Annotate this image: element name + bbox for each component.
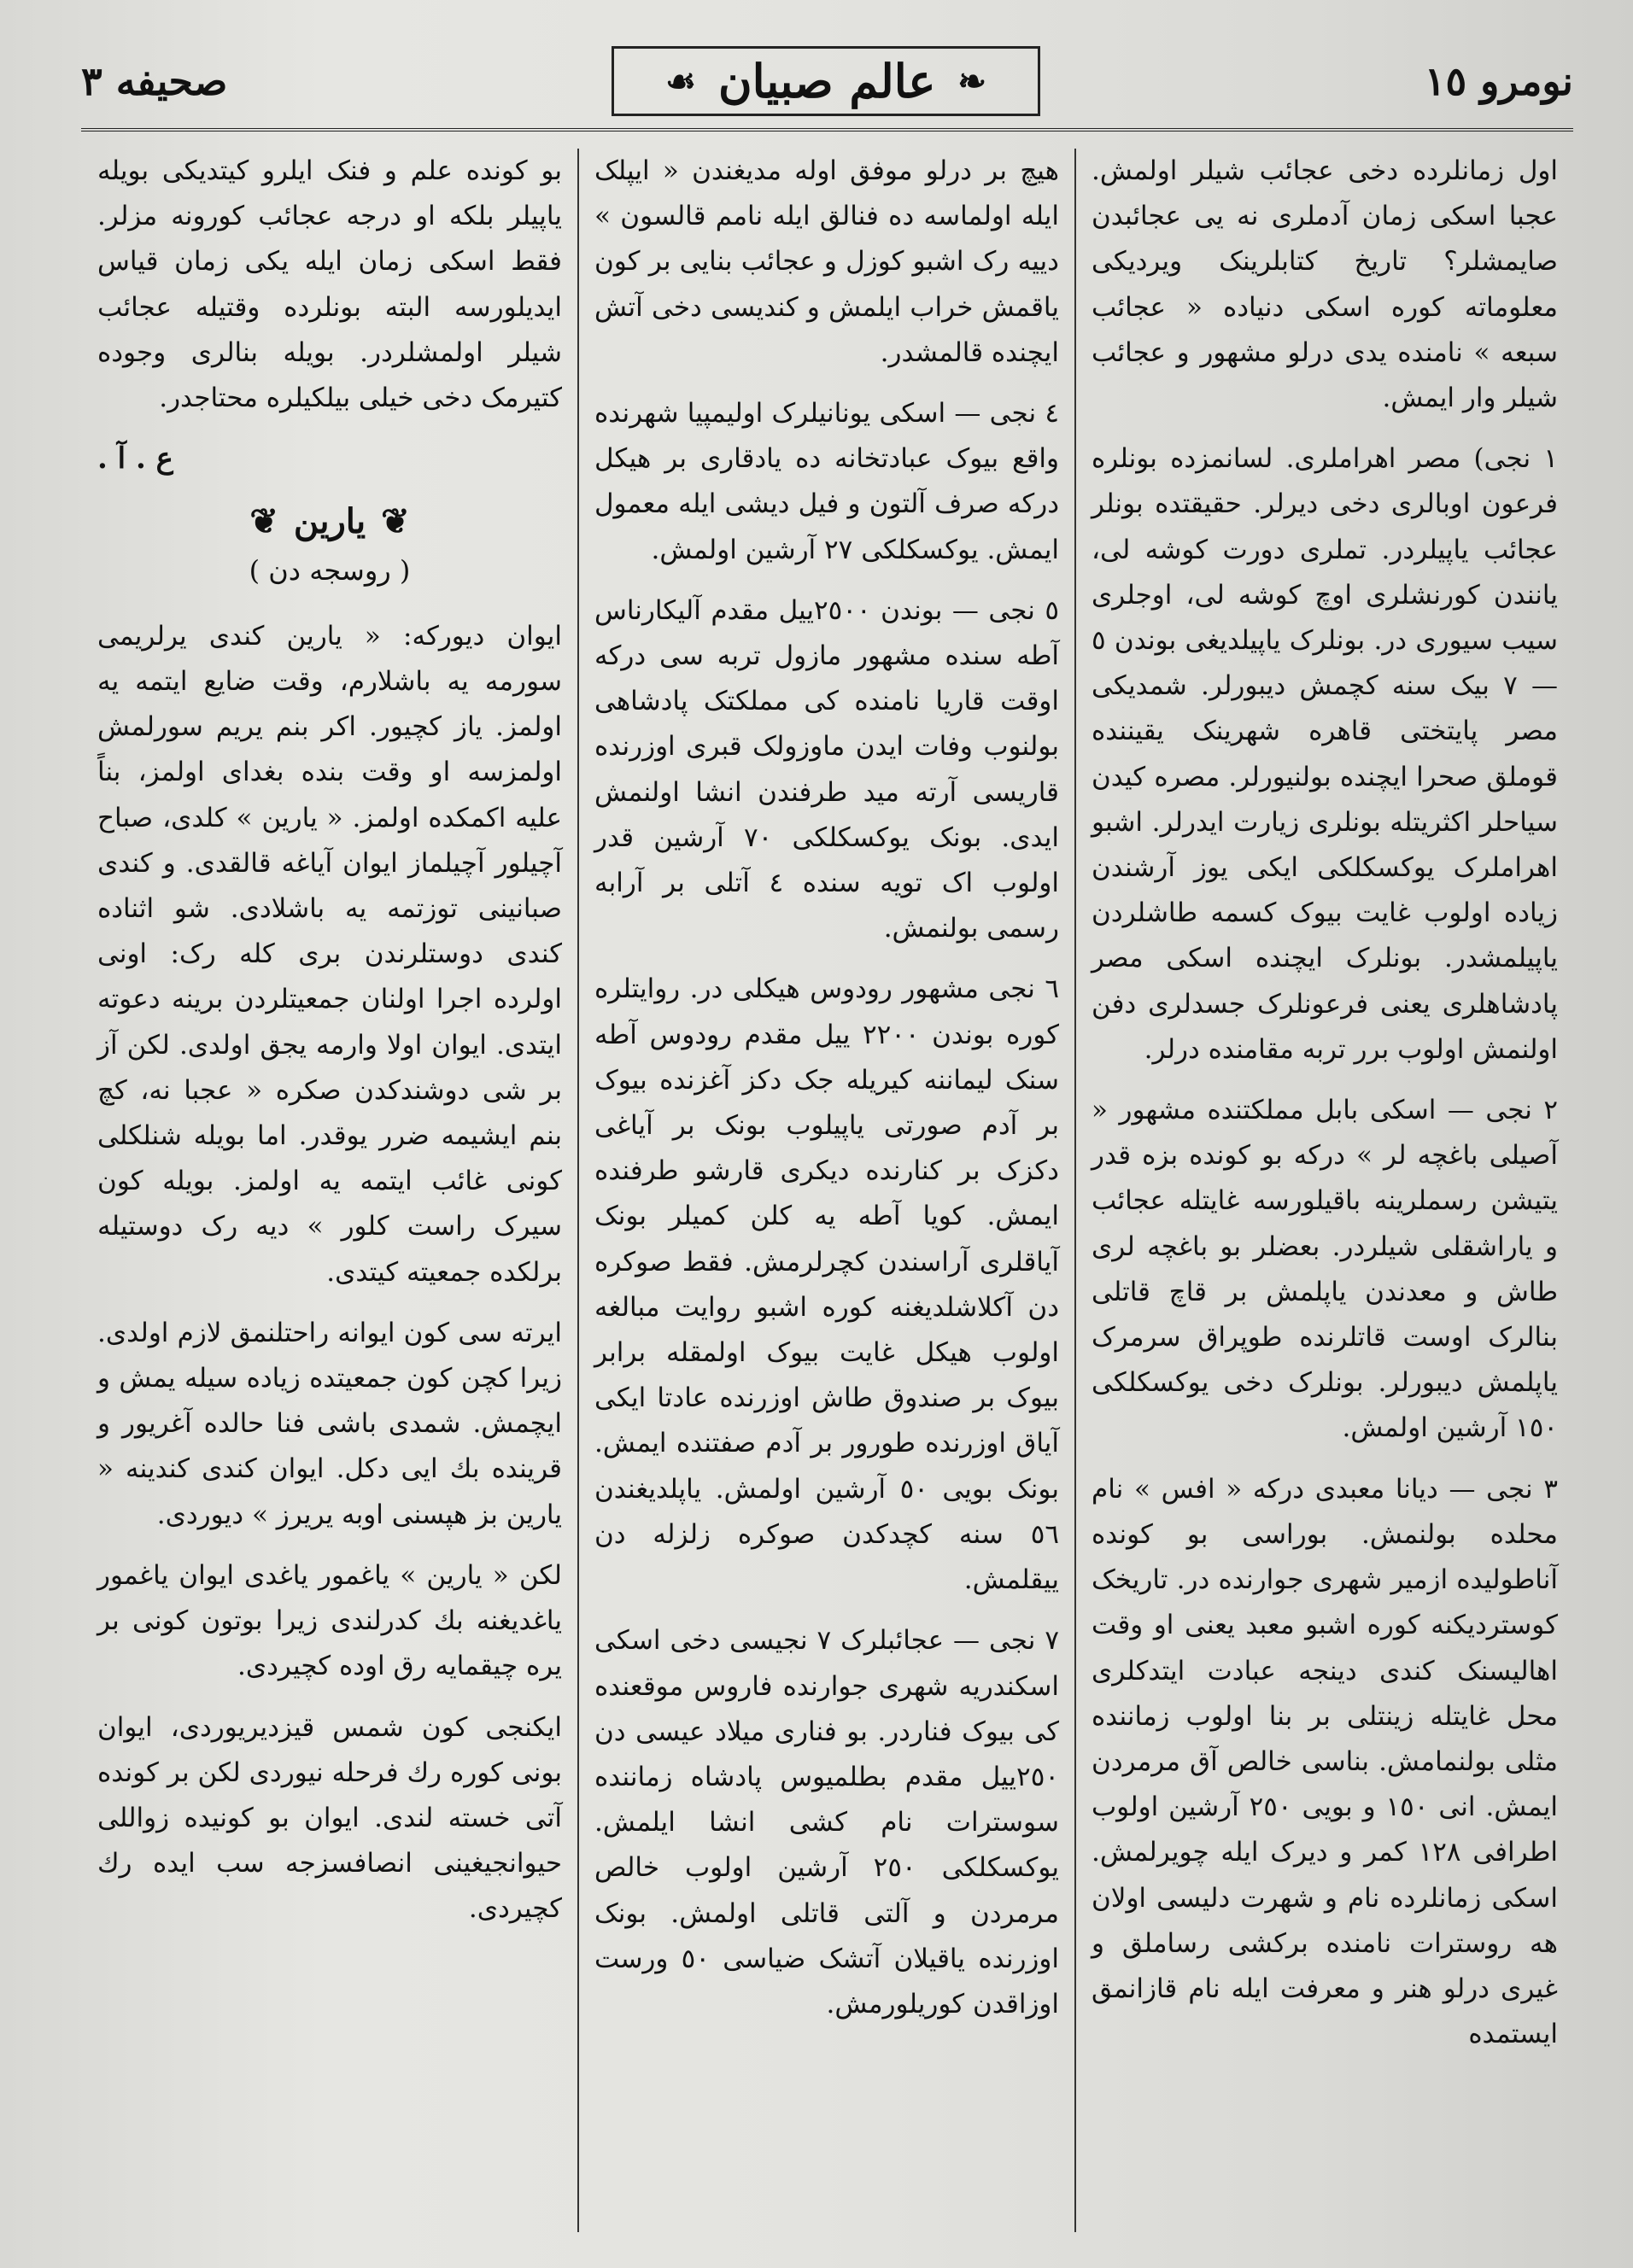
paragraph: هیچ بر درلو موفق اوله مدیغندن « ایپلک ایله اولماسه ده فنالق ایله نامم قالسون » دییه رک اشبو کوزل و عجائب بنایی بر کون یاقمش خراب ایلمش و کندیسی دخی آتش ایچنده قالمشدر. (594, 155, 1059, 368)
section-subtitle: ( روسجه دن ) (249, 553, 411, 587)
masthead-title-box (612, 46, 1040, 116)
paragraph: ٢ نجی — اسکی بابل مملکتنده مشهور « آصیلی باغچه لر » درکه بو کونده بزه قدر یتیشن رسملرینه باقیلورسه غایتله عجائب و یاراشقلی شیلردر. بعضلر بو باغچه لری طاش و معدندن یاپلمش بر قاچ قاتلی بنالرک اوست قاتلرنده طوپراق سرمرک یاپلمش دیبورلر. بونلرک دخی یوکسکلکی ١٥٠ آرشین اولمش. (1092, 1095, 1558, 1444)
paragraph: ٥ نجی — بوندن ٢٥٠٠ییل مقدم آلیکارناس آطه سنده مشهور مازول تربه سی درکه اوقت قاریا نامنده کی مملکتک پادشاهی بولنوب وفات ایدن ماوزولک قبری اوزرنده قاریسی آرته مید طرفندن انشا اولنمش ایدی. بونک یوکسکلکی ٧٠ آرشین قدر اولوب اک تویه سنده ٤ آتلی بر آرابه رسمی بولنمش. (594, 594, 1059, 944)
author-signature: ع . آ . (97, 441, 173, 476)
ornament-right-icon: ❧ (957, 61, 986, 102)
column-middle (579, 149, 1076, 2232)
paragraph: بو کونده علم و فنک ایلرو کیتدیکی بویله یاپیلر بلکه او درجه عجائب کورونه مزلر. فقط اسکی زمان ایله یکی زمان قیاس ایدیلورسه البته بونلرده وقتیله عجائب شیلر اولمشلردر. بویله بنالری وجوده کتیرمک دخی خیلی بیلکیلره محتاجدر. (97, 155, 562, 414)
masthead (81, 34, 1573, 132)
ornament-left-icon: ☙ (665, 61, 696, 102)
paragraph: لکن « یارین » یاغمور یاغدی ایوان یاغمور یاغدیغنه بك کدرلندی زیرا بوتون کونی بر یره چیقمایه رق اوده کچیردی. (97, 1559, 562, 1682)
paragraph: ٧ نجی — عجائبلرک ٧ نجیسی دخی اسکی اسکندریه شهری جوارنده فاروس موقعنده کی بیوک فناردر. بو فناری میلاد عیسی دن ٢٥٠ییل مقدم بطلمیوس پادشاه زماننده سوسترات نام کشی انشا ایلمش. یوکسکلکی ٢٥٠ آرشین اولوب خالص مرمردن و آلتی قاتلی اولمش. بونک اوزرنده یاقیلان آتشک ضیاسی ٥٠ ورست اوزاقدن کوریلورمش. (594, 1625, 1059, 2020)
paragraph: ایرته سی کون ایوانه راحتلنمق لازم اولدی. زیرا کچن کون جمعیتده زیاده سیله یمش و ایچمش. شمدی باشی فنا حالده آغریور و قرینده بك ایی دکل. ایوان کندی کندینه « یارین بز هپسنی اوبه یریرز » دیوردی. (97, 1317, 562, 1530)
paragraph: ایوان دیورکه: « یارین کندی یرلریمی سورمه یه باشلارم، وقت ضایع ایتمه یه اولمز. یاز کچیور. اکر بنم یریم سورلمش اولمزسه او وقت بنده بغدای اولمز، بناً علیه اکمکده اولمز. « یارین » کلدی، صباح آچیلور آچیلماز ایوان آیاغه قالقدی. و کندی صبانینی توزتمه یه باشلادی. شو اثناده کندی دوستلرندن بری کله رک: اونی اولرده اجرا اولنان جمعیتلردن برینه دعوته ایتدی. ایوان اولا وارمه یجق اولدی. لکن آز بر شی دوشندکدن صکره « عجبا نه، کچ بنم ایشیمه ضرر یوقدر. اما بویله شنلکلی کونی غائب ایتمه یه اولمز. بویله کون سیرک راست کلور » دیه رک دوستیله برلکده جمعیته کیتدی. (97, 620, 562, 1288)
section-title (97, 499, 562, 544)
paragraph: ٦ نجی مشهور رودوس هیکلی در. روایتلره کوره بوندن ٢٢٠٠ ییل مقدم رودوس آطه سنک لیماننه کیریله جک دکز آغزنده بیوک بر آدم صورتی یاپیلوب بونک بر آیاغی دکزک بر کنارنده دیکری قارشو طرفنده ایمش. کویا آطه یه کلن کمیلر بونک آیاقلری آراسندن کچرلرمش. فقط صوکره دن آکلاشلدیغنه کوره اشبو روایت مبالغه اولوب هیکل غایت بیوک اولمقله برابر بیوک بر صندوق طاش اوزرنده عادتا ایکی آیاق اوزرنده طورور بر آدم صفتنده ایمش. بونک بویی ٥٠ آرشین اولمش. یاپلدیغندن ٥٦ سنه کچدکدن صوکره زلزله دن ییقلمش. (594, 973, 1060, 1596)
newspaper-title: عالم صبيان (718, 54, 936, 108)
ornament-left-icon: ❦ (249, 501, 278, 542)
page-number: صحيفه ٣ (81, 58, 228, 104)
paragraph: ٣ نجی — دیانا معبدی درکه « افس » نام محلده بولنمش. بوراسی بو کونده آناطولیده ازمیر شهری جوارنده در. تاریخک کوستردیکنه کوره اشبو معبد یعنی او وقت اهالیسنک کندی دینجه عبادت ایتدکلری محل غایتله زینتلی بر بنا اولوب زماننده مثلی بولنمامش. بناسی خالص آق مرمردن ایمش. انی ١٥٠ و بویی ٢٥٠ آرشین اولوب اطرافی ١٢٨ کمر و دیرک ایله چویرلمش. اسکی زمانلرده نام و شهرت دلیسی اولان هه روسترات نامنده برکشی رساملق و غیری درلو هنر و معرفت ایله نام قازانمق ایستمده (1092, 1473, 1558, 2050)
paragraph: ٤ نجی — اسکی یونانیلرک اولیمپیا شهرنده واقع بیوک عبادتخانه ده یادقاری بر هیکل درکه صرف آلتون و فیل دیشی ایله معمول ایمش. یوکسکلکی ٢٧ آرشین اولمش. (594, 398, 1059, 565)
paragraph: ایکنجی کون شمس قیزدیریوردی، ایوان بونی کوره رك فرحله نیوردی لکن بر کونده آتی خسته لندی. ایوان بو کونیده زواللی حیوانجیغینی انصافسزجه سب ایده رك کچیردی. (97, 1711, 562, 1925)
section-title-text: یارین (293, 501, 366, 542)
ornament-right-icon: ❦ (381, 501, 410, 542)
article-columns (81, 149, 1573, 2232)
paragraph: اول زمانلرده دخی عجائب شیلر اولمش. عجبا اسکی زمان آدملری نه یی عجائبدن صایمشلر؟ تاریخ کتابلرینک ویردیکی معلوماته کوره اسکی دنیاده « عجائب سبعه » نامنده یدی درلو مشهور و عجائب شیلر وار ایمش. (1092, 155, 1558, 414)
column-left (82, 149, 579, 2232)
column-right (1076, 149, 1573, 2232)
paragraph: ١ نجی) مصر اهراملری. لسانمزده بونلره فرعون اوبالری دخی دیرلر. حقیقتده بونلر عجائب یاپیلردر. تملری دورت کوشه لی، یانندن کورنشلری اوچ کوشه لی، اوجلری سیب سیوری در. بونلرک یاپیلدیغی بوندن ٥ — ٧ بیک سنه کچمش دیبورلر. شمدیکی مصر پایتختی قاهره شهرینک یقیننده قوملق صحرا ایچنده بولنیورلر. مصره کیدن سیاحلر اکثریتله بونلری زیارت ایدرلر. اشبو اهراملرک یوکسکلکی ایکی یوز آرشندن زیاده اولوب غایت بیوک کسمه طاشلردن یاپیلمشدر. بونلرک ایچنده اسکی مصر پادشاهلری یعنی فرعونلرک جسدلری دفن اولنمش اولوب برر تربه مقامنده درلر. (1092, 443, 1559, 1065)
issue-number: نومرو ١٥ (1424, 58, 1573, 104)
